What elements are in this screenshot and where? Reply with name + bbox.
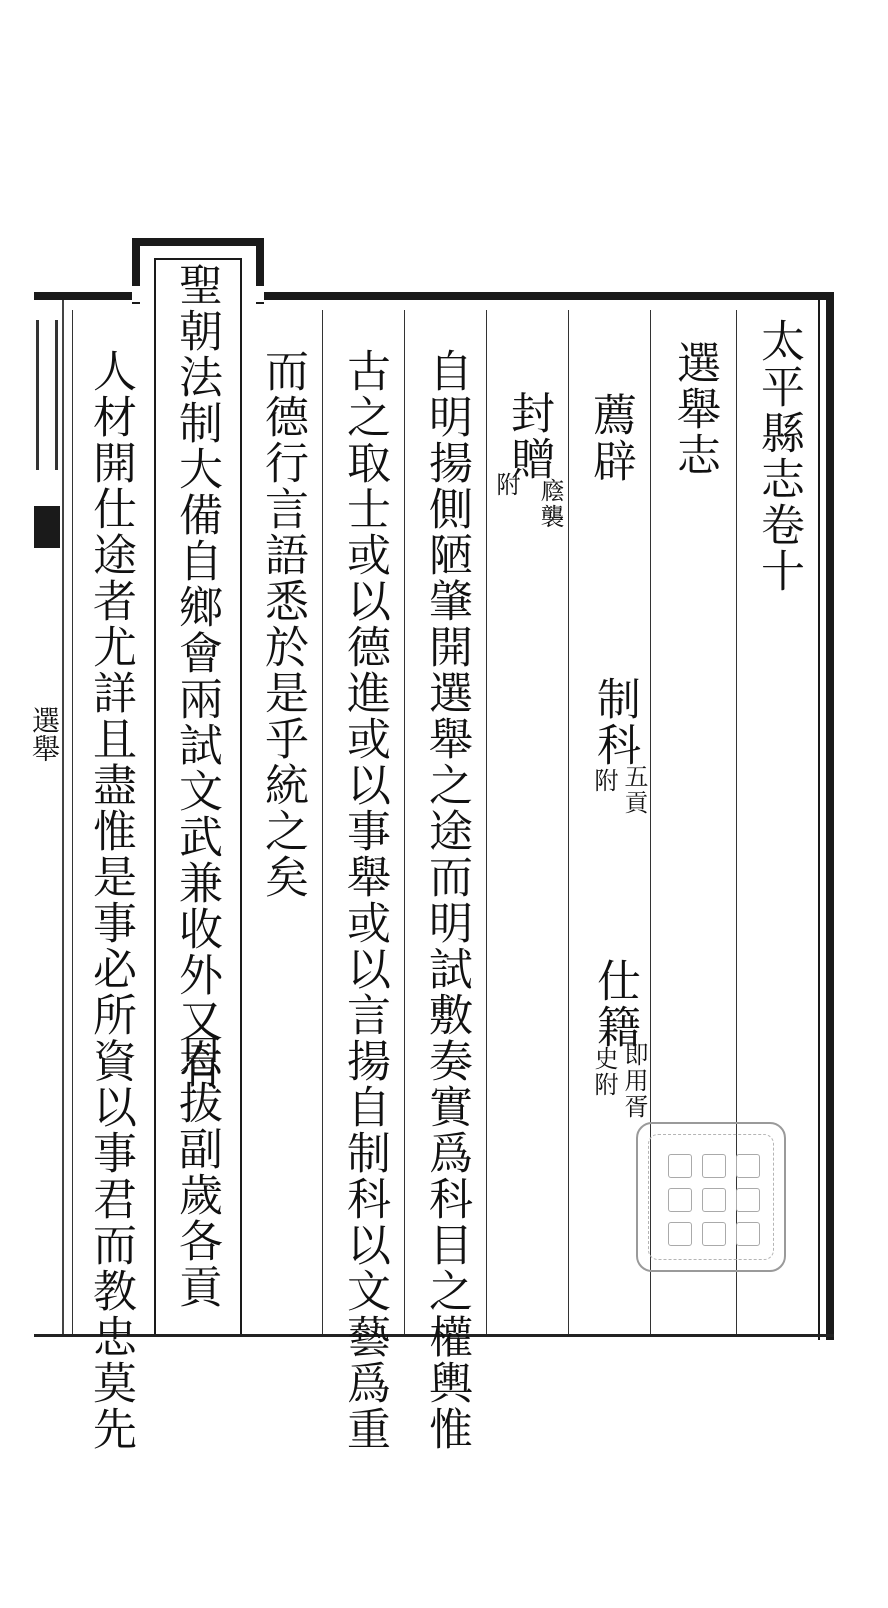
- column-rule: [322, 310, 323, 1334]
- contents-item-recommendation: 薦辟: [585, 392, 636, 484]
- body-column-2: 古之取士或以德進或以事舉或以言揚自制科以文藝爲重: [339, 348, 390, 1452]
- library-seal-stamp: [636, 1122, 786, 1272]
- contents-note-appended: 附: [590, 768, 618, 794]
- contents-note-tributes: 五貢: [620, 764, 648, 816]
- honorific-column-right-rule: [240, 318, 242, 1334]
- seal-glyph: [736, 1188, 760, 1212]
- section-title: 選舉志: [669, 340, 720, 478]
- body-column-honorific-continued: 恩拔副歲各貢: [171, 1034, 222, 1310]
- contents-note-clerks-appended: 史附: [590, 1046, 618, 1098]
- volume-title: 太平縣志卷十: [753, 318, 804, 594]
- frame-right-border: [826, 292, 834, 1340]
- fold-label: 選舉: [28, 706, 61, 762]
- seal-glyph: [702, 1222, 726, 1246]
- contents-note-enfeoffment-appended: 附: [492, 472, 520, 498]
- column-rule: [568, 310, 569, 1334]
- contents-item-enfeoffment: 封贈: [503, 390, 554, 482]
- seal-glyph: [668, 1222, 692, 1246]
- contents-note-hereditary: 廕襲: [536, 478, 564, 530]
- body-column-honorific: 聖朝法制大備自鄉會兩試文武兼收外又有: [171, 262, 222, 1090]
- contents-note-clerks: 即用胥: [620, 1042, 648, 1120]
- frame-right-inner-border: [818, 300, 820, 1340]
- body-column-3: 而德行言語悉於是乎統之矣: [257, 348, 308, 900]
- body-column-1: 自明揚側陋肇開選舉之途而明試敷奏實爲科目之權輿惟: [421, 348, 472, 1452]
- seal-glyph: [736, 1222, 760, 1246]
- seal-glyph: [736, 1154, 760, 1178]
- seal-glyph: [668, 1154, 692, 1178]
- seal-glyph: [702, 1154, 726, 1178]
- seal-glyph: [702, 1188, 726, 1212]
- column-rule: [72, 310, 73, 1334]
- fold-mark: [36, 320, 58, 470]
- contents-item-official-register: 仕籍: [589, 958, 640, 1050]
- column-rule: [404, 310, 405, 1334]
- fold-fishtail-mark: [34, 506, 60, 548]
- contents-item-examination: 制科: [589, 676, 640, 768]
- seal-glyph: [668, 1188, 692, 1212]
- honorific-column-left-rule: [154, 318, 156, 1334]
- fold-line: [62, 300, 64, 1334]
- body-column-4: 人材開仕途者尤詳且盡惟是事必所資以事君而教忠莫先: [85, 348, 136, 1452]
- column-rule: [486, 310, 487, 1334]
